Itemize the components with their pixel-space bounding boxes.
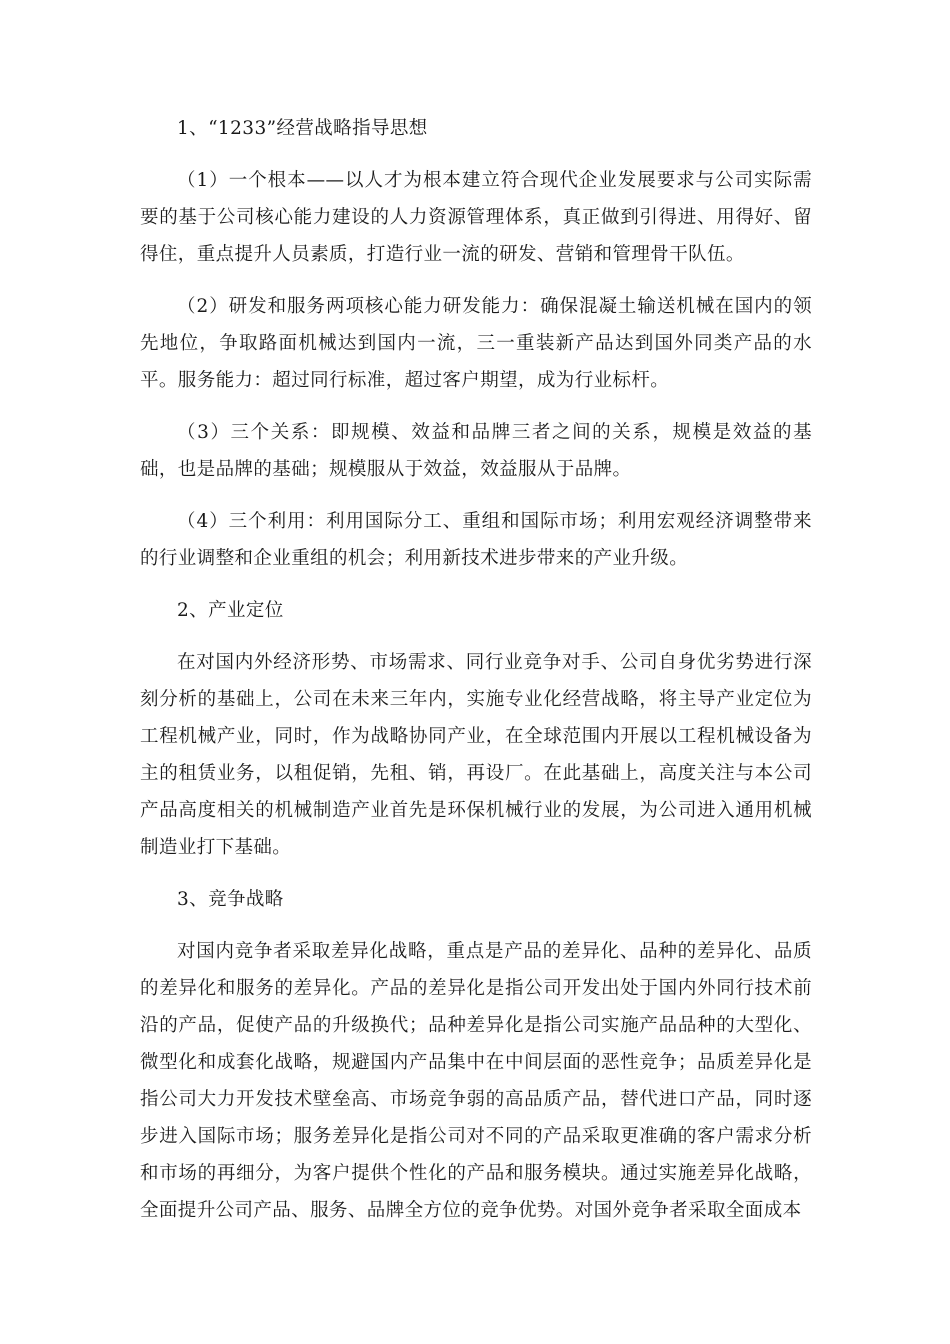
section-2-heading: 2、产业定位 — [177, 600, 284, 621]
section-1-item-4: （4）三个利用：利用国际分工、重组和国际市场；利用宏观经济调整带来的行业调整和企业重组的机会；利用新技术进步带来的产业升级。 — [140, 511, 812, 569]
section-2-body: 在对国内外经济形势、市场需求、同行业竞争对手、公司自身优劣势进行深刻分析的基础上，公司在未来三年内，实施专业化经营战略，将主导产业定位为工程机械产业，同时，作为战略协同产业，在全球范围内开展以工程机械设备为主的租赁业务，以租促销，先租、销，再设厂。在此基础上，高度关注与本公司产品高度相关的机械制造产业首先是环保机械行业的发展，为公司进入通用机械制造业打下基础。 — [140, 652, 812, 858]
section-3-heading: 3、竞争战略 — [177, 889, 284, 910]
document-body — [140, 110, 812, 1244]
section-1-item-2: （2）研发和服务两项核心能力研发能力：确保混凝土输送机械在国内的领先地位，争取路面机械达到国内一流，三一重装新产品达到国外同类产品的水平。服务能力：超过同行标准，超过客户期望，成为行业标杆。 — [140, 296, 812, 391]
section-3-body: 对国内竞争者采取差异化战略，重点是产品的差异化、品种的差异化、品质的差异化和服务的差异化。产品的差异化是指公司开发出处于国内外同行技术前沿的产品，促使产品的升级换代；品种差异化是指公司实施产品品种的大型化、微型化和成套化战略，规避国内产品集中在中间层面的恶性竞争；品质差异化是指公司大力开发技术壁垒高、市场竞争弱的高品质产品，替代进口产品，同时逐步进入国际市场；服务差异化是指公司对不同的产品采取更准确的客户需求分析和市场的再细分，为客户提供个性化的产品和服务模块。通过实施差异化战略，全面提升公司产品、服务、品牌全方位的竞争优势。对国外竞争者采取全面成本 — [140, 941, 812, 1221]
section-1-item-1: （1）一个根本——以人才为根本建立符合现代企业发展要求与公司实际需要的基于公司核心能力建设的人力资源管理体系，真正做到引得进、用得好、留得住，重点提升人员素质，打造行业一流的研发、营销和管理骨干队伍。 — [140, 170, 812, 265]
section-1-item-3: （3）三个关系：即规模、效益和品牌三者之间的关系，规模是效益的基础，也是品牌的基础；规模服从于效益，效益服从于品牌。 — [140, 422, 812, 480]
section-1-heading: 1、“1233”经营战略指导思想 — [177, 118, 428, 139]
